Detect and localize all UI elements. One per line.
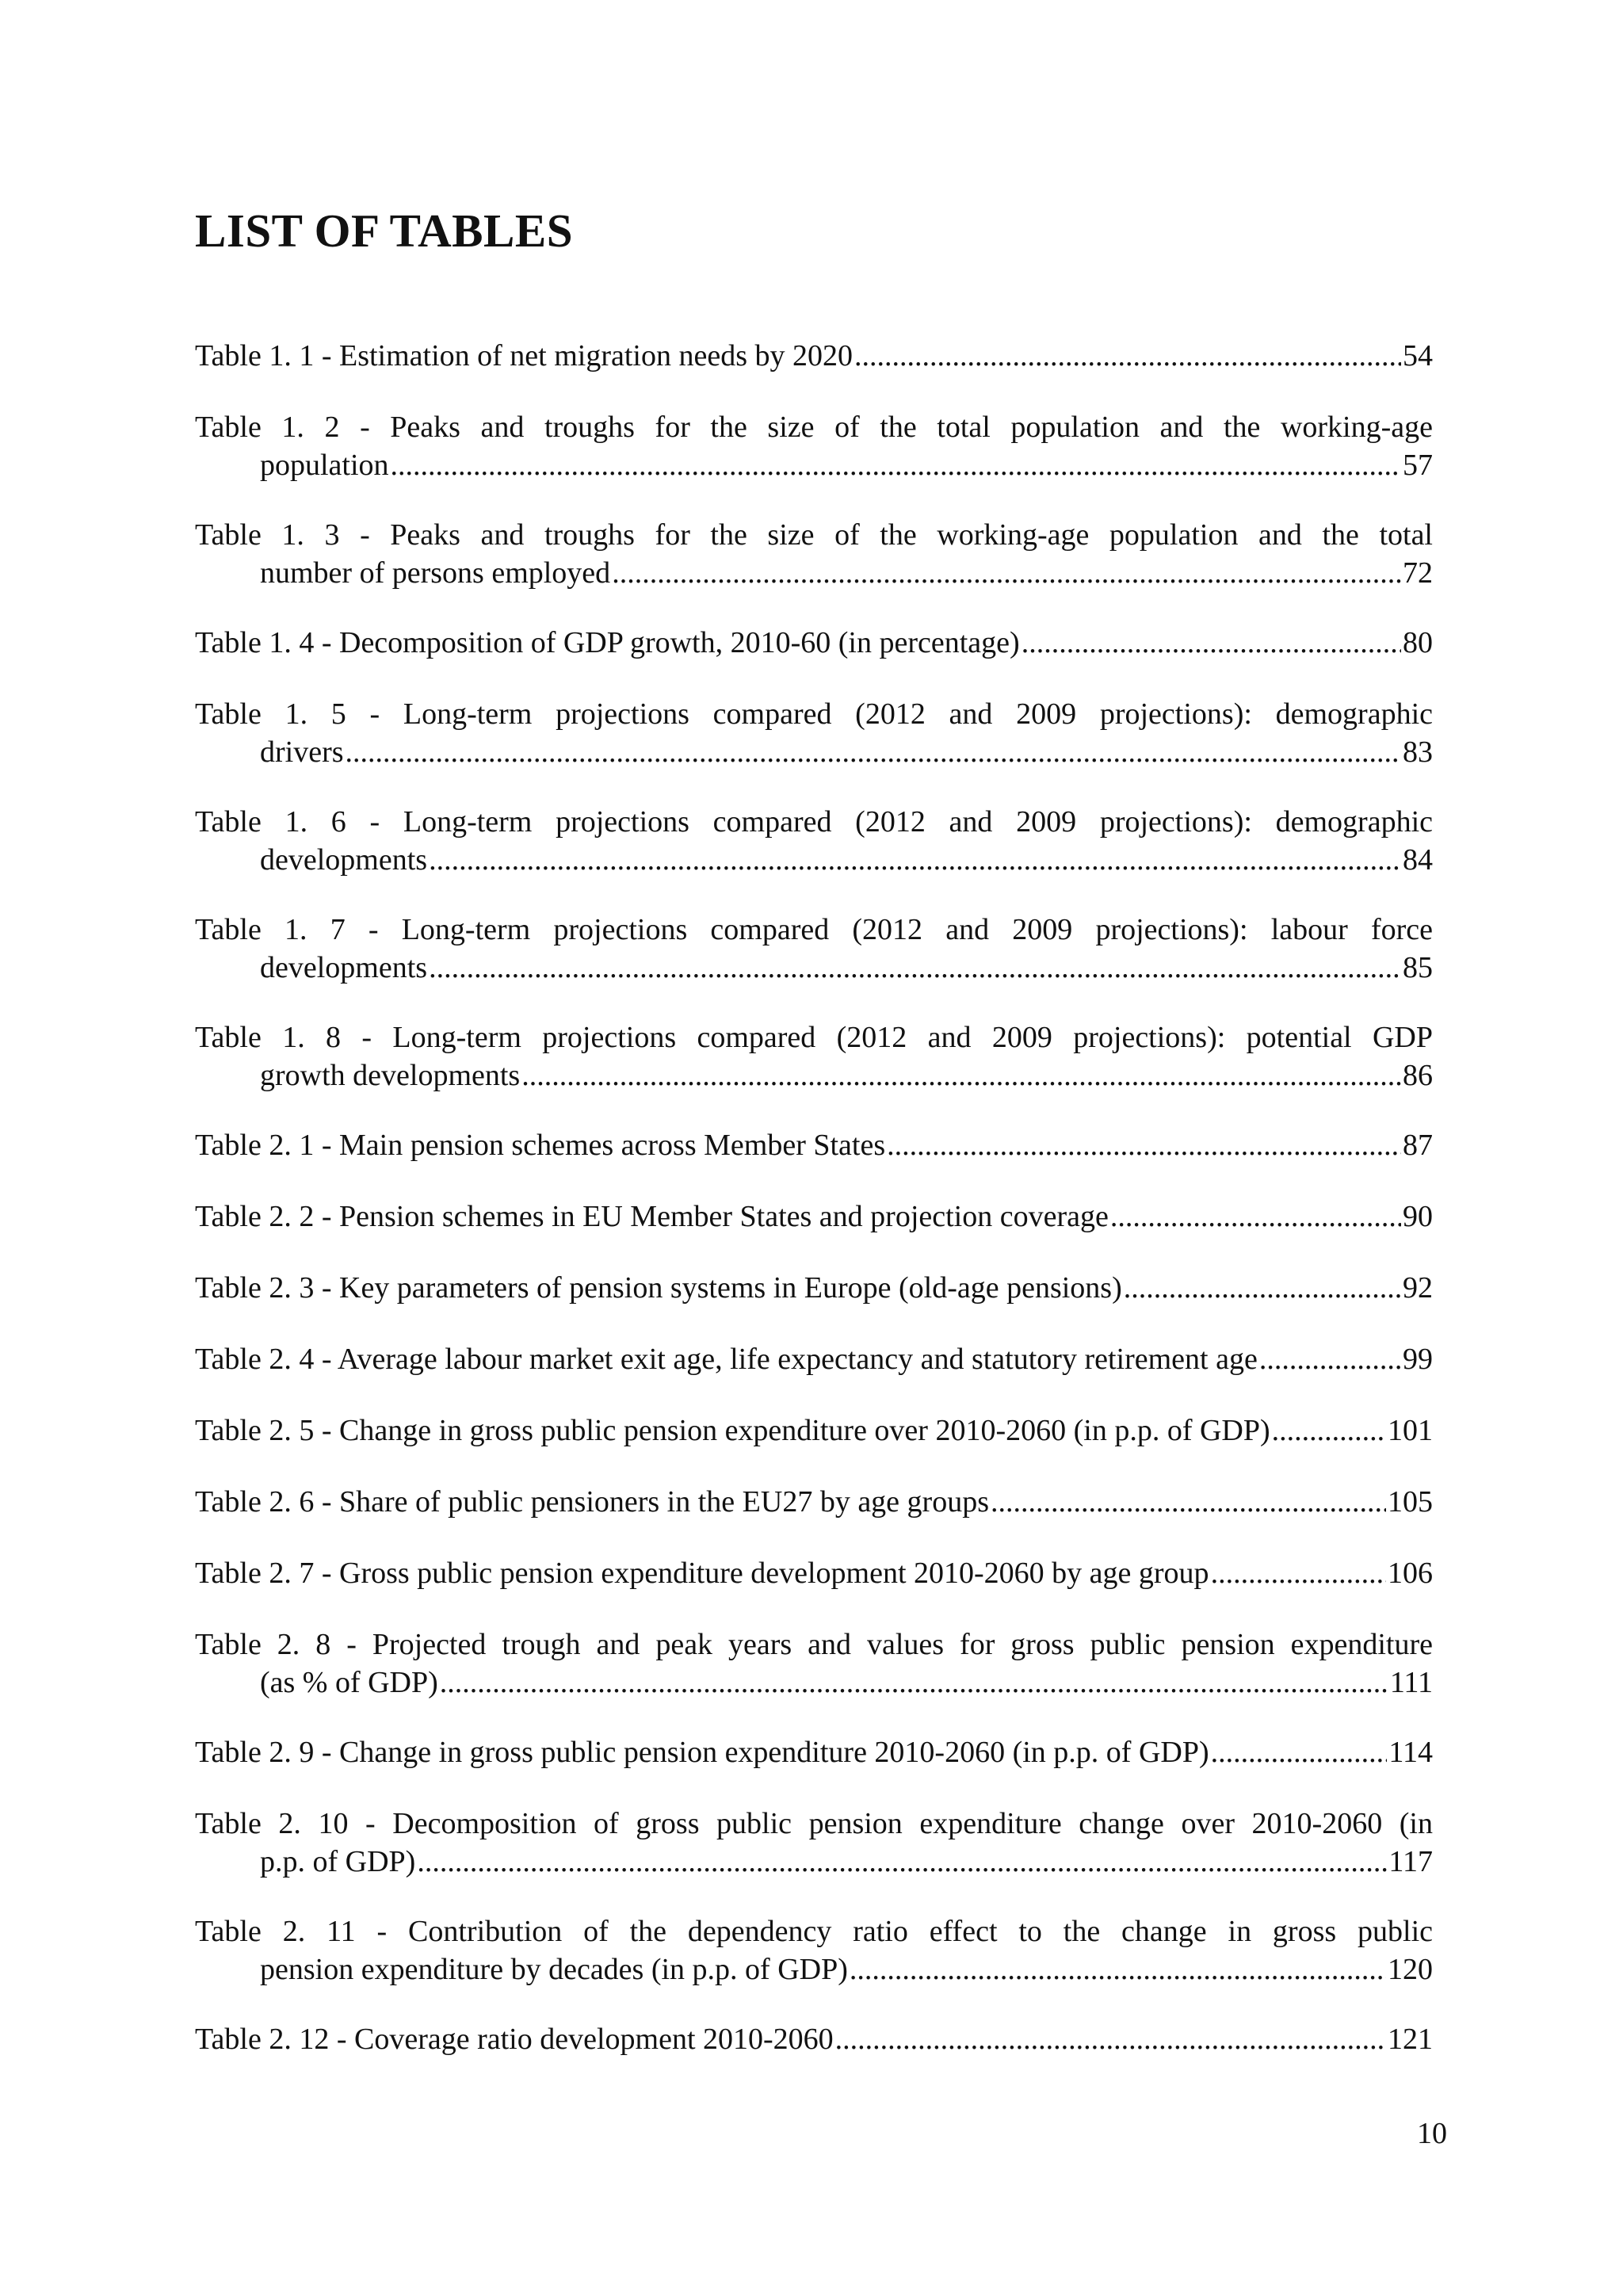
toc-entry-title: Table 2. 1 - Main pension schemes across Member States (195, 1129, 886, 1162)
page-title: LIST OF TABLES (195, 204, 574, 257)
toc-entry-page-number: 72 (1403, 556, 1433, 590)
dot-leader (1211, 1733, 1388, 1771)
page-number: 10 (1417, 2117, 1447, 2150)
toc-entry-title: Table 2. 3 - Key parameters of pension systems in Europe (old-age pensions) (195, 1271, 1122, 1305)
toc-entry-title: Table 2. 4 - Average labour market exit age, life expectancy and statutory retirement age (195, 1343, 1258, 1376)
toc-entry-page-number: 80 (1403, 626, 1433, 659)
toc-entry-title: Table 1. 1 - Estimation of net migration needs by 2020 (195, 339, 854, 372)
toc-entry-title-line: Table 2. 10 - Decomposition of gross public pension expenditure change over 2010-2060 (in (195, 1807, 1433, 1840)
toc-entry[interactable] (195, 1626, 1433, 1702)
toc-entry[interactable] (195, 1733, 1433, 1771)
toc-entry-page-number: 83 (1403, 735, 1433, 769)
toc-entry-page-number: 106 (1388, 1557, 1433, 1590)
toc-entry[interactable] (195, 1805, 1433, 1881)
toc-entry-page-number: 121 (1388, 2023, 1433, 2056)
toc-entry-title-continuation: number of persons employed (260, 556, 611, 590)
toc-entry-title-line: Table 1. 8 - Long-term projections compared (2012 and 2009 projections): potential GDP (195, 1021, 1433, 1054)
toc-entry-page-number: 86 (1403, 1059, 1433, 1092)
toc-entry[interactable] (195, 408, 1433, 484)
toc-entry-page-number: 114 (1388, 1736, 1433, 1769)
toc-entry-title-line: Table 2. 11 - Contribution of the dependency ratio effect to the change in gross public (195, 1915, 1433, 1948)
toc-entry-title-line: Table 1. 3 - Peaks and troughs for the size of the working-age population and the total (195, 518, 1433, 552)
dot-leader (440, 1664, 1388, 1702)
dot-leader (429, 949, 1401, 987)
toc-entry-title-line: Table 1. 7 - Long-term projections compared (2012 and 2009 projections): labour force (195, 913, 1433, 946)
dot-leader (391, 446, 1401, 484)
toc-entry[interactable] (195, 1340, 1433, 1378)
dot-leader (346, 733, 1401, 771)
toc-entry-page-number: 92 (1403, 1271, 1433, 1305)
toc-entry-title: Table 2. 2 - Pension schemes in EU Member States and projection coverage (195, 1200, 1109, 1233)
dot-leader (835, 2020, 1386, 2058)
toc-entry-title: Table 2. 9 - Change in gross public pension expenditure 2010-2060 (in p.p. of GDP) (195, 1736, 1209, 1769)
toc-entry-title-continuation: pension expenditure by decades (in p.p. of GDP) (260, 1953, 848, 1986)
toc-entry[interactable] (195, 1198, 1433, 1236)
toc-entry-title-line: Table 2. 8 - Projected trough and peak years and values for gross public pension expenditure (195, 1628, 1433, 1661)
dot-leader (1211, 1554, 1386, 1592)
dot-leader (854, 337, 1401, 375)
toc-entry[interactable] (195, 337, 1433, 375)
toc-entry-title: Table 2. 6 - Share of public pensioners in the EU27 by age groups (195, 1485, 989, 1519)
dot-leader (850, 1950, 1386, 1988)
toc-entry-title-continuation: population (260, 449, 389, 482)
toc-entry-page-number: 101 (1388, 1414, 1433, 1447)
toc-entry-title-line: Table 1. 2 - Peaks and troughs for the size of the total population and the working-age (195, 411, 1433, 444)
toc-entry[interactable] (195, 803, 1433, 879)
dot-leader (1110, 1198, 1401, 1236)
toc-entry[interactable] (195, 1554, 1433, 1592)
toc-entry-page-number: 90 (1403, 1200, 1433, 1233)
toc-entry[interactable] (195, 1912, 1433, 1988)
toc-entry-title: Table 2. 5 - Change in gross public pension expenditure over 2010-2060 (in p.p. of GDP) (195, 1414, 1270, 1447)
dot-leader (1124, 1269, 1401, 1307)
toc-entry[interactable] (195, 624, 1433, 662)
toc-entry-page-number: 105 (1388, 1485, 1433, 1519)
toc-entry-page-number: 117 (1388, 1845, 1433, 1878)
toc-entry-title: Table 2. 7 - Gross public pension expenditure development 2010-2060 by age group (195, 1557, 1209, 1590)
toc-entry[interactable] (195, 911, 1433, 987)
toc-entry-title-line: Table 1. 5 - Long-term projections compared (2012 and 2009 projections): demographic (195, 697, 1433, 731)
toc-entry-title-line: Table 1. 6 - Long-term projections compared (2012 and 2009 projections): demographic (195, 805, 1433, 839)
toc-entry[interactable] (195, 1126, 1433, 1164)
dot-leader (887, 1126, 1401, 1164)
dot-leader (1259, 1340, 1401, 1378)
toc-entry-page-number: 85 (1403, 951, 1433, 984)
toc-entry[interactable] (195, 1018, 1433, 1095)
toc-entry-page-number: 54 (1403, 339, 1433, 372)
toc-entry-page-number: 87 (1403, 1129, 1433, 1162)
toc-entry-page-number: 57 (1403, 449, 1433, 482)
dot-leader (1022, 624, 1401, 662)
toc-entry-title-continuation: (as % of GDP) (260, 1666, 438, 1699)
dot-leader (1272, 1412, 1386, 1450)
toc-entry-title-continuation: developments (260, 843, 428, 877)
dot-leader (417, 1843, 1387, 1881)
dot-leader (429, 841, 1401, 879)
toc-entry[interactable] (195, 695, 1433, 771)
toc-entry[interactable] (195, 1412, 1433, 1450)
toc-entry-title: Table 2. 12 - Coverage ratio development 2010-2060 (195, 2023, 834, 2056)
toc-entry-title: Table 1. 4 - Decomposition of GDP growth, 2010-60 (in percentage) (195, 626, 1020, 659)
dot-leader (991, 1483, 1386, 1521)
toc-entry-title-continuation: growth developments (260, 1059, 521, 1092)
toc-entry-title-continuation: p.p. of GDP) (260, 1845, 416, 1878)
toc-entry[interactable] (195, 1269, 1433, 1307)
toc-entry-page-number: 111 (1389, 1666, 1433, 1699)
toc-entry-title-continuation: developments (260, 951, 428, 984)
toc-entry-page-number: 120 (1388, 1953, 1433, 1986)
toc-entry[interactable] (195, 516, 1433, 592)
dot-leader (521, 1056, 1401, 1095)
toc-entry-page-number: 84 (1403, 843, 1433, 877)
toc-entry-title-continuation: drivers (260, 735, 344, 769)
toc-entry[interactable] (195, 2020, 1433, 2058)
dot-leader (612, 554, 1401, 592)
toc-entry-page-number: 99 (1403, 1343, 1433, 1376)
toc-entry[interactable] (195, 1483, 1433, 1521)
